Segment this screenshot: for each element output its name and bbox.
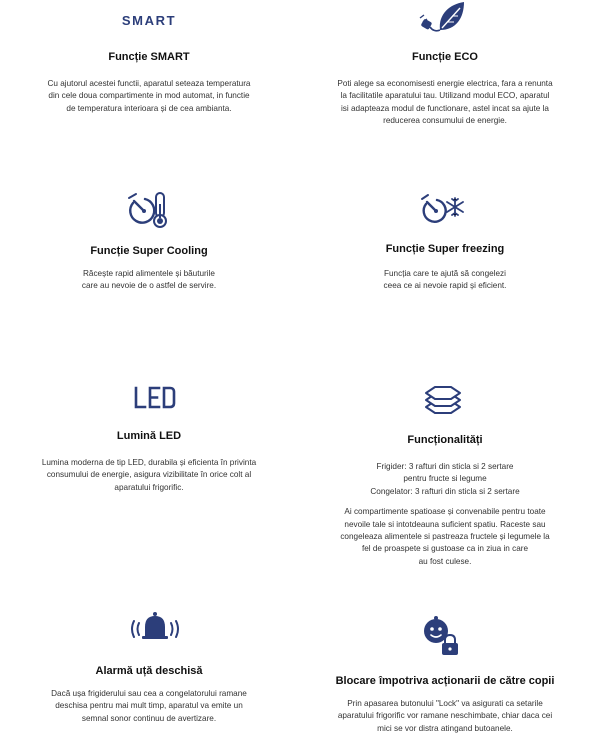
feature-title: Funcție Super Cooling [90, 245, 208, 257]
eco-leaf-plug-icon [418, 0, 468, 38]
feature-functionalities [305, 380, 585, 580]
alarm-bell-icon [130, 608, 180, 644]
feature-title: Funcție Super freezing [385, 243, 505, 255]
feature-description: Frigider: 3 rafturi din sticla si 2 sertare pentru fructe si legume Congelator: 3 rafturi din sticla si 2 sertare Ai compartimente spatioase și convenabile pentru toate nevoile tale si intotdeauna suficient spatiu. Raceste sau congeleaza alimentele si pastreaza fructele și legumele la fel de proaspete si gustoase ca in ziua in care au fost culese. [340, 462, 550, 566]
feature-child-lock [305, 605, 585, 742]
feature-description: Poti alege sa economisesti energie electrica, fara a renunta la facilitatile aparatului tau. Utilizand modul ECO, aparatul isi adapteaza modul de functionare, astel incat sa ajute la reducerea consumului de energie. [337, 79, 553, 126]
feature-eco [305, 0, 585, 150]
child-lock-icon [420, 615, 464, 659]
super-freezing-icon [418, 192, 466, 228]
feature-description: Funcția care te ajută să congelezi ceea ce ai nevoie rapid și eficient. [383, 269, 507, 291]
feature-title: Alarmă uță deschisă [95, 665, 203, 677]
feature-description: Răcește rapid alimentele și băuturile care au nevoie de o astfel de servire. [81, 269, 217, 291]
led-icon [133, 386, 177, 410]
super-cooling-icon [125, 190, 173, 232]
feature-led [18, 380, 280, 510]
feature-title: Lumină LED [116, 430, 182, 442]
feature-description: Cu ajutorul acestei functii, aparatul seteaza temperatura din cele doua compartimente in mod automat, in functie de temperatura interioara și de cea ambianta. [47, 79, 251, 113]
feature-smart [18, 0, 280, 150]
feature-title: Blocare împotriva acționarii de către copii [335, 675, 555, 687]
smart-wordmark-icon: SMART [121, 13, 177, 28]
feature-door-alarm [18, 605, 280, 742]
feature-super-freezing [305, 180, 585, 310]
feature-description: Dacă ușa frigiderului sau cea a congelatorului ramane deschisa pentru mai mult timp, aparatul va emite un semnal sonor continuu de avertizare. [51, 689, 247, 723]
feature-title: Funcție SMART [108, 51, 190, 63]
feature-title: Funcție ECO [411, 51, 478, 63]
feature-super-cooling [18, 180, 280, 310]
layers-icon [423, 383, 463, 417]
feature-description: Lumina moderna de tip LED, durabila și eficienta în privinta consumului de energie, asigura vizibilitate în orice colt al aparatului frigorific. [41, 458, 257, 492]
feature-title: Funcționalități [407, 434, 483, 446]
feature-description: Prin apasarea butonului "Lock" va asigurati ca setarile aparatului frigorific vor ramane neschimbate, chiar daca cei mici se vor distra atingand butoanele. [337, 699, 553, 733]
